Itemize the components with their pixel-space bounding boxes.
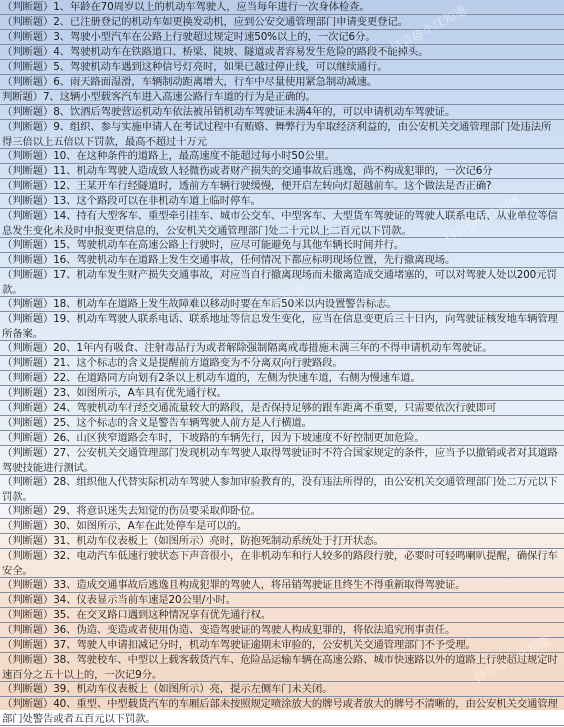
question-row bbox=[0, 519, 564, 534]
question-text: （判断题）29、将意识迷失去知觉的伤员要采取仰卧位。 bbox=[2, 505, 261, 517]
question-row bbox=[0, 504, 564, 519]
question-row bbox=[0, 45, 564, 60]
question-text: （判断题）27、公安机关交通管理部门发现机动车驾驶人取得驾驶证时不符合国家规定的条件，应当予以撤销或者对其道路驾驶技能进行测试。 bbox=[2, 447, 558, 474]
question-text: （判断题）13、这个路段可以在非机动车道上临时停车。 bbox=[2, 195, 261, 207]
question-row bbox=[0, 682, 564, 697]
question-text: （判断题）16、驾驶机动车在道路上发生交通事故，任何情况下都应标明现场位置，先行撤离现场。 bbox=[2, 254, 456, 266]
watermark: 抖音@小江知道 bbox=[471, 633, 553, 685]
question-row bbox=[0, 105, 564, 120]
question-text: （判断题）9、组织、参与实施申请人在考试过程中有贿赂、舞弊行为牟取经济利益的，由公安机关交通管理部门处违法所得三倍以上五倍以下罚款，最高不超过十万元 bbox=[2, 121, 552, 148]
question-text: （判断题）20、1年内有吸食、注射毒品行为或者解除强制隔离戒毒措施未满三年的不得申请机动车驾驶证。 bbox=[2, 342, 493, 354]
question-text: （判断题）36、伪造、变造或者使用伪造、变造驾驶证的驾驶人构成犯罪的，将依法追究刑事责任。 bbox=[2, 624, 456, 636]
question-row bbox=[0, 534, 564, 549]
question-text: （判断题）8、饮酒后驾驶营运机动车依法被吊销机动车驾驶证未满4年的，可以申请机动车驾驶证。 bbox=[2, 106, 456, 118]
question-text: （判断题）28、组织他人代替实际机动车驾驶人参加审验教育的，没有违法所得的，由公安机关交通管理部门处二万元以下罚款。 bbox=[2, 476, 558, 503]
question-text: （判断题）4、驾驶机动车在铁路道口、桥梁、陡坡、隧道或者容易发生危险的路段不能掉头。 bbox=[2, 46, 429, 58]
question-text: （判断题）12、王某开车行经隧道时，透前方车辆行驶缓慢，便开启左转向灯超越前车。这个做法是否正确? bbox=[2, 180, 492, 192]
watermark: 抖音@小江知道 bbox=[226, 283, 308, 335]
question-text: （判断题）40、重型、中型载货汽车的车厢后部未按照规定喷涂放大的牌号或者放大的牌号不清晰的，由公安机关交通管理部门处警告或者五百元以下罚款。 bbox=[2, 698, 558, 725]
question-row bbox=[0, 386, 564, 401]
question-row bbox=[0, 446, 564, 475]
question-row bbox=[0, 356, 564, 371]
question-text: （判断题）35、在交叉路口遇到这种情况享有优先通行权。 bbox=[2, 609, 271, 621]
question-row bbox=[0, 0, 564, 15]
question-row bbox=[0, 238, 564, 253]
question-text: （判断题）21、这个标志的含义是提醒前方道路变为不分离双向行驶路段。 bbox=[2, 357, 343, 369]
question-row bbox=[0, 371, 564, 386]
question-text: （判断题）38、驾驶校车、中型以上载客载货汽车、危险品运输车辆在高速公路、城市快速路以外的道路上行驶超过规定时速百分之五十以上的，一次记9分。 bbox=[2, 654, 558, 681]
question-text: （判断题）30、如图所示，A车在此处停车是可以的。 bbox=[2, 520, 248, 532]
watermark: 抖音@小江知道 bbox=[387, 3, 469, 55]
question-text: （判断题）19、机动车驾驶人联系电话、联系地址等信息发生变化，应当在信息变更后三十日内，向驾驶证核发地车辆管理所备案。 bbox=[2, 313, 558, 340]
question-row bbox=[0, 593, 564, 608]
question-row bbox=[0, 401, 564, 416]
question-text: （判断题）11、机动车驾驶人造成致人轻微伤或者财产损失的交通事故后逃逸，尚不构成犯罪的，一次记6分 bbox=[2, 165, 493, 177]
question-row bbox=[0, 30, 564, 45]
question-row bbox=[0, 209, 564, 238]
question-text: （判断题）24、驾驶机动车行经交通流量较大的路段，是否保持足够的跟车距离不重要，只需要依次行驶即可 bbox=[2, 402, 497, 414]
question-text: 判断题）7、这辆小型载客汽车进入高速公路行车道的行为是正确的。 bbox=[2, 91, 316, 103]
question-text: （判断题）1、年龄在70周岁以上的机动车驾驶人，应当每年进行一次身体检查。 bbox=[2, 1, 370, 13]
question-text: （判断题）32、电动汽车低速行驶状态下声音很小，在非机动车和行人较多的路段行驶，必要时可轻鸣喇叭提醒，确保行车安全。 bbox=[2, 550, 558, 577]
question-text: （判断题）10、在这种条件的道路上，最高速度不能超过每小时50公里。 bbox=[2, 150, 336, 162]
question-text: （判断题）2、已注册登记的机动车如更换发动机，应到公安交通管理部门申请变更登记。 bbox=[2, 16, 408, 28]
question-text: （判断题）18、机动车在道路上发生故障难以移动时要在车后50米以内设置警告标志。 bbox=[2, 298, 397, 310]
question-row bbox=[0, 608, 564, 623]
question-row bbox=[0, 75, 564, 90]
question-row bbox=[0, 90, 564, 105]
question-row bbox=[0, 179, 564, 194]
question-text: （判断题）37、驾驶人申请扣减记分时，机动车驾驶证逾期未审验的，公安机关交通管理部门不予受理。 bbox=[2, 639, 476, 651]
question-text: （判断题）23、如图所示，A车具有优先通行权。 bbox=[2, 387, 227, 399]
question-row bbox=[0, 149, 564, 164]
question-text: （判断题）14、持有大型客车、重型牵引挂车、城市公交车、中型客车、大型货车驾驶证的驾驶人联系电话、从业单位等信息发生变化未及时申报变更信息的，公安机关交通管理部门处二十元以上二百元以下罚款。 bbox=[2, 210, 558, 237]
question-row bbox=[0, 431, 564, 446]
question-text: （判断题）33、造成交通事故后逃逸且构成犯罪的驾驶人，将吊销驾驶证且终生不得重新取得驾驶证。 bbox=[2, 579, 466, 591]
question-row bbox=[0, 15, 564, 30]
question-text: （判断题）17、机动车发生财产损失交通事故，对应当自行撤离现场而未撤离造成交通堵塞的，可以对驾驶人处以200元罚款。 bbox=[2, 269, 557, 296]
question-row bbox=[0, 475, 564, 504]
question-row bbox=[0, 297, 564, 312]
question-text: （判断题）39、机动车仪表板上（如图所示）亮，提示左侧车门未关闭。 bbox=[2, 683, 333, 695]
question-row bbox=[0, 194, 564, 209]
question-row bbox=[0, 638, 564, 653]
question-row bbox=[0, 253, 564, 268]
question-text: （判断题）6、雨天路面湿滑，车辆制动距离增大，行车中尽量使用紧急制动减速。 bbox=[2, 76, 378, 88]
question-row bbox=[0, 164, 564, 179]
question-row bbox=[0, 549, 564, 578]
question-text: （判断题）26、山区狭窄道路会车时，下坡路的车辆先行，因为下坡速度不好控制更加危险。 bbox=[2, 432, 425, 444]
question-text: （判断题）15、驾驶机动车在高速公路上行驶时，应尽可能避免与其他车辆长时间并行。 bbox=[2, 239, 405, 251]
question-row bbox=[0, 623, 564, 638]
question-row bbox=[0, 268, 564, 297]
question-text: （判断题）31、机动车仪表板上（如图所示）亮时，防抱死制动系统处于打开状态。 bbox=[2, 535, 384, 547]
question-row bbox=[0, 120, 564, 149]
question-row bbox=[0, 578, 564, 593]
question-text: （判断题）5、驾驶机动车遇到这种信号灯亮时，如果已越过停止线，可以继续通行。 bbox=[2, 61, 388, 73]
question-text: （判断题）34、仪表显示当前车速是20公里/小时。 bbox=[2, 594, 237, 606]
question-row bbox=[0, 341, 564, 356]
question-row bbox=[0, 697, 564, 726]
question-text: （判断题）25、这个标志的含义是警告车辆驾驶人前方是人行横道。 bbox=[2, 417, 312, 429]
question-row bbox=[0, 416, 564, 431]
question-row bbox=[0, 60, 564, 75]
question-row bbox=[0, 653, 564, 682]
question-text: （判断题）3、驾驶小型汽车在公路上行驶超过规定时速50%以上的，一次记6分。 bbox=[2, 31, 376, 43]
question-row bbox=[0, 312, 564, 341]
question-text: （判断题）22、在道路同方向划有2条以上机动车道的，左侧为快速车道，右侧为慢速车道。 bbox=[2, 372, 421, 384]
watermark: 抖音@小江知道 bbox=[441, 193, 523, 245]
